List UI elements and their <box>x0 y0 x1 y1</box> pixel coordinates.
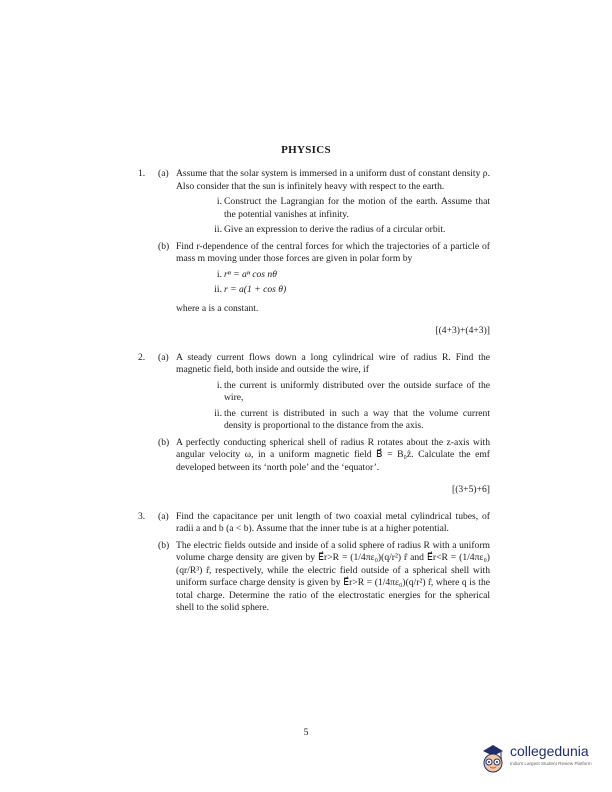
subpart <box>176 224 490 237</box>
subpart-label: i. <box>216 268 222 280</box>
logo-wordmark: collegedunia <box>510 743 589 759</box>
subpart-equation: r = a(1 + cos θ) <box>224 284 287 295</box>
page-number: 5 <box>303 727 309 738</box>
page-title: PHYSICS <box>281 144 331 156</box>
part-label: (a) <box>158 351 169 363</box>
part-label: (b) <box>158 436 170 448</box>
question-number: 1. <box>138 168 146 179</box>
question-2 <box>138 352 490 497</box>
part-label: (a) <box>158 168 169 179</box>
part-label: (b) <box>158 539 170 551</box>
question-number: 2. <box>138 351 146 363</box>
part-text: The electric fields outside and inside of a solid sphere of radius R with a uniform volume charge density are given by E⃗r>R = (1/4πε₀)(q/r²) r̂ and E⃗r<R = (1/4πε₀)(qr/R³) r̂, respectively, while the electric field outside of a spherical shell with uniform surface charge density is given by E⃗r>R = (1/4πε₀)(q/r²) r̂, where q is the total charge. Determine the ratio of the electrostatic energies for the spherical shell to the solid sphere. <box>176 539 490 613</box>
subpart <box>176 269 490 282</box>
subpart-label: i. <box>216 379 222 391</box>
subpart-text: the current is distributed in such a way that the volume current density is proportional to the distance from the axis. <box>224 407 490 431</box>
subpart <box>176 196 490 221</box>
question-3b <box>138 540 490 615</box>
follow-text: where a is a constant. <box>176 302 259 314</box>
question-1b <box>138 241 490 297</box>
subpart-label: i. <box>216 196 222 207</box>
subpart-text: Give an expression to derive the radius of a circular orbit. <box>224 224 446 235</box>
subpart-text: Construct the Lagrangian for the motion of the earth. Assume that the potential vanishes at infinity. <box>224 196 490 220</box>
marks: [(3+5)+6] <box>452 484 490 495</box>
question-3 <box>138 511 490 615</box>
subpart-label: ii. <box>214 224 222 235</box>
question-number: 3. <box>138 510 146 522</box>
question-2a <box>138 352 490 433</box>
subpart-label: ii. <box>214 284 222 295</box>
part-text: Find r-dependence of the central forces for which the trajectories of a particle of mass m moving under those forces are given in polar form by <box>176 240 490 264</box>
collegedunia-logo <box>477 741 607 781</box>
subpart <box>176 380 490 405</box>
part-text: Assume that the solar system is immersed in a uniform dust of constant density ρ. Also consider that the sun is infinitely heavy with respect to the earth. <box>176 168 490 192</box>
question-1a <box>138 168 490 237</box>
part-label: (a) <box>158 510 169 522</box>
question-1 <box>138 168 490 338</box>
part-text: Find the capacitance per unit length of two coaxial metal cylindrical tubes, of radii a and b (a < b). Assume that the inner tube is at a higher potential. <box>176 510 490 534</box>
subpart-text: the current is uniformly distributed over the outside surface of the wire, <box>224 379 490 403</box>
question-3a <box>138 511 490 536</box>
subpart <box>176 284 490 297</box>
part-label: (b) <box>158 240 170 252</box>
subpart-label: ii. <box>214 407 222 419</box>
marks: [(4+3)+(4+3)] <box>435 325 490 336</box>
question-list <box>138 168 490 615</box>
subpart-equation: rⁿ = aⁿ cos nθ <box>224 268 277 280</box>
logo-tagline: India's Largest Student Review Platform <box>510 761 592 766</box>
mascot-icon <box>477 741 509 777</box>
subpart <box>176 408 490 433</box>
part-text: A steady current flows down a long cylindrical wire of radius R. Find the magnetic field, both inside and outside the wire, if <box>176 351 490 375</box>
question-2b <box>138 437 490 475</box>
part-text: A perfectly conducting spherical shell of radius R rotates about the z-axis with angular velocity ω, in a uniform magnetic field B⃗ = B₀ẑ. Calculate the emf developed between its ‘north pole’ and the ‘equator’. <box>176 436 490 473</box>
